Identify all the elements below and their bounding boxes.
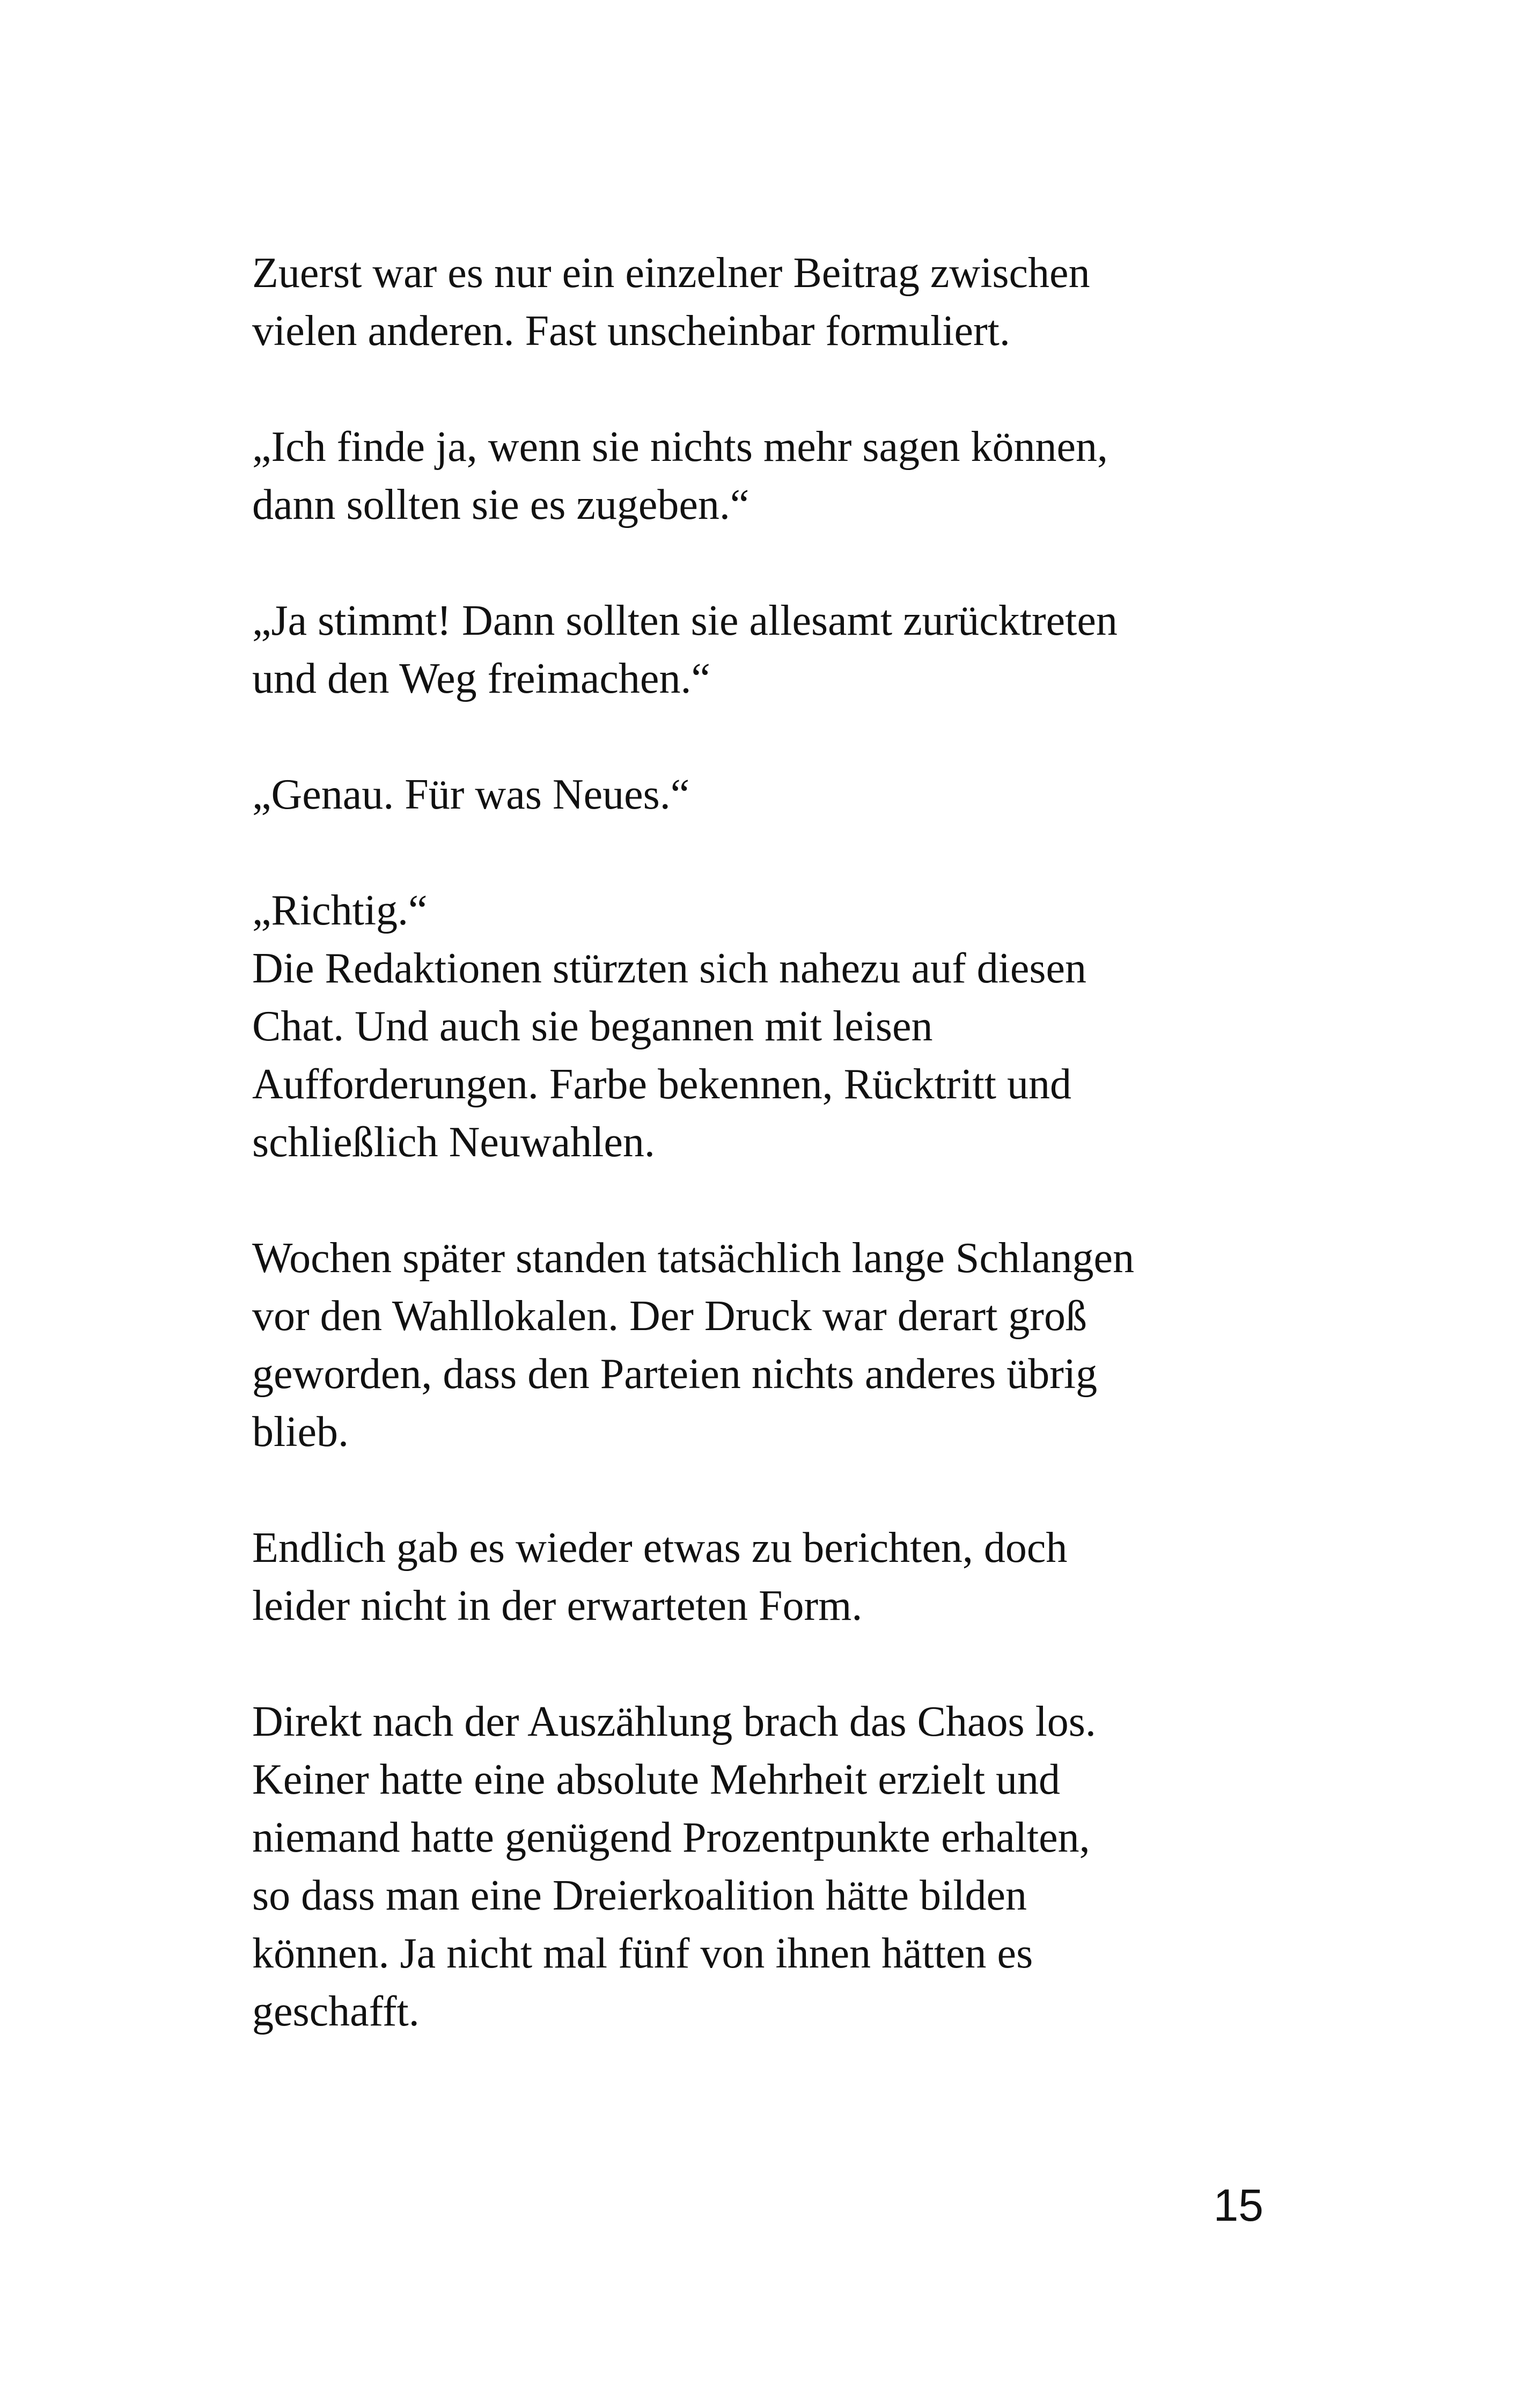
paragraph-2 (252, 418, 1314, 534)
paragraph-8 (252, 1519, 1314, 1635)
text-line: „Ich finde ja, wenn sie nichts mehr sagen können, (252, 423, 1108, 471)
text-line: Aufforderungen. Farbe bekennen, Rücktritt und (252, 1061, 1071, 1108)
text-line: geworden, dass den Parteien nichts anderes übrig (252, 1350, 1098, 1398)
text-line: können. Ja nicht mal fünf von ihnen hätten es (252, 1930, 1033, 1977)
paragraph-6 (252, 939, 1314, 1171)
text-line: dann sollten sie es zugeben.“ (252, 481, 750, 528)
body-text (252, 244, 1314, 2098)
text-line: „Genau. Für was Neues.“ (252, 771, 690, 818)
paragraph-4 (252, 766, 1314, 824)
paragraph-5 (252, 882, 1314, 939)
text-line: Direkt nach der Auszählung brach das Chaos los. (252, 1698, 1096, 1745)
text-line: vielen anderen. Fast unscheinbar formuliert. (252, 307, 1010, 355)
text-line: leider nicht in der erwarteten Form. (252, 1582, 863, 1629)
text-line: und den Weg freimachen.“ (252, 655, 710, 702)
text-line: vor den Wahllokalen. Der Druck war derart groß (252, 1293, 1087, 1340)
text-line: Keiner hatte eine absolute Mehrheit erzielt und (252, 1756, 1061, 1803)
text-line: Zuerst war es nur ein einzelner Beitrag zwischen (252, 249, 1090, 297)
text-line: Chat. Und auch sie begannen mit leisen (252, 1003, 933, 1050)
page-number: 15 (1213, 2180, 1263, 2230)
text-line: „Ja stimmt! Dann sollten sie allesamt zurücktreten (252, 597, 1118, 644)
paragraph-9 (252, 1693, 1314, 2040)
text-line: Die Redaktionen stürzten sich nahezu auf diesen (252, 945, 1086, 992)
text-line: geschafft. (252, 1988, 420, 2035)
text-line: Endlich gab es wieder etwas zu berichten, doch (252, 1524, 1068, 1572)
paragraph-1 (252, 244, 1314, 360)
text-line: so dass man eine Dreierkoalition hätte bilden (252, 1872, 1027, 1919)
text-line: Wochen später standen tatsächlich lange Schlangen (252, 1235, 1135, 1282)
text-line: blieb. (252, 1408, 349, 1456)
text-line: schließlich Neuwahlen. (252, 1119, 655, 1166)
paragraph-7 (252, 1229, 1314, 1461)
text-line: niemand hatte genügend Prozentpunkte erhalten, (252, 1814, 1090, 1861)
text-line: „Richtig.“ (252, 887, 428, 934)
paragraph-3 (252, 592, 1314, 708)
